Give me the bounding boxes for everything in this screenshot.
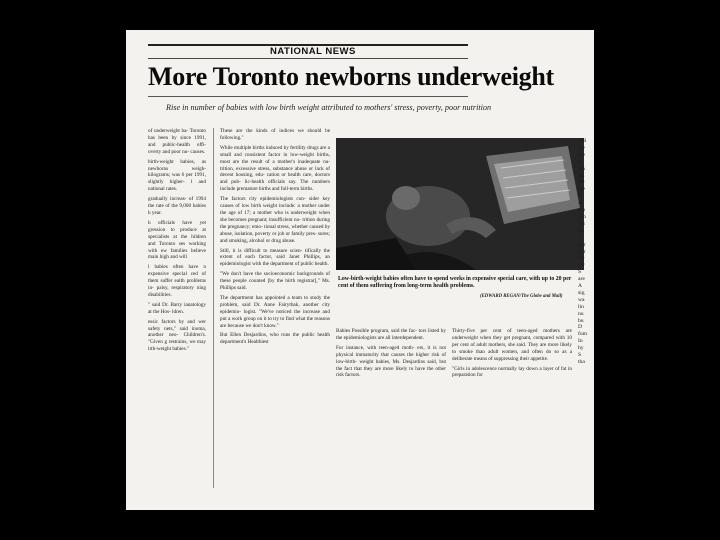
text-fragment: S: [578, 269, 582, 276]
text-fragment: shi: [578, 172, 585, 179]
headline: More Toronto newborns underweight: [148, 62, 554, 91]
text-fragment: wh: [578, 165, 585, 172]
text-fragment: sig: [578, 289, 585, 296]
text-fragment: tha: [578, 359, 585, 365]
text-fragment: S: [578, 352, 582, 359]
paragraph: Babies Possible program, said the fac- tors listed by the epidemiologists are all interdependent.: [336, 328, 446, 341]
article-column-3: [336, 328, 446, 498]
text-fragment: lin: [578, 303, 584, 310]
paragraph: gradually increas- of 1994 the rate of the 9,000 babies h year.: [148, 196, 206, 216]
paragraph: Still, it is difficult to measure scien- tifically the extent of each factor, said Janet Phillips, an epidemiologist with the department of public health.: [220, 247, 330, 268]
paragraph: of underweight ba- Toronto has been by since 1991, and public-health offi- overty and poor nu- causes.: [148, 128, 206, 155]
text-fragment: bre: [578, 186, 586, 193]
headline-rule: [148, 96, 468, 97]
incubator-photo-illustration: [336, 138, 584, 270]
paragraph: The department has appointed a team to study the problem, said Dr. Anne Fairytbak, another city epidemio- logist. "We've noticed the increase and put a work group on it to try to find what the reasons are because we don't know.": [220, 294, 330, 329]
section-label: NATIONAL NEWS: [270, 46, 356, 57]
photo-caption: Low-birth-weight babies often have to spend weeks in expensive special care, with up to 20 per cent of them suffering from long-term health problems.: [338, 276, 572, 289]
paragraph: These are the kinds of indices we should be following.": [220, 128, 330, 141]
photo-credit: (EDWARD REGAN/The Globe and Mail): [480, 294, 563, 299]
text-fragment: B: [578, 193, 582, 200]
article-column-5-partial: [578, 138, 594, 468]
text-fragment: wa: [578, 296, 585, 303]
column-divider: [213, 128, 214, 488]
text-fragment: Ge: [578, 255, 585, 262]
paragraph: While multiple births induced by fertility drugs are a small and consistent factor in low-weight births, most are the result of a mother's inadequate nu- trition, excessive stress, substance abuse or lack of decent housing, edu- cation or health care, doctors and pub- lic-health officials say. The numbers include premature births and full-term births.: [220, 144, 330, 193]
paragraph: Thirty-five per cent of teen-aged mothers are underweight when they get pregnant, compared with 10 per cent of adult mothers, she said. They are more likely to smoke than adult women, and often do so as a deliberate means of suppressing their appetite.: [452, 328, 572, 362]
article-column-1: [148, 128, 206, 498]
text-fragment: ado: [578, 213, 587, 220]
article-column-4: [452, 328, 572, 498]
text-fragment: ow: [578, 262, 585, 269]
text-fragment: nu: [578, 310, 584, 317]
text-fragment: are: [578, 276, 585, 283]
text-fragment: chi: [578, 220, 585, 227]
paragraph: essic factors by and wer safety nets," said inoma, another neo- Children's. "Given g restrains, we may irth-weight babies.": [148, 318, 206, 353]
text-fragment: A: [578, 283, 583, 290]
article-column-2: [220, 128, 330, 498]
deck-subheadline: Rise in number of babies with low birth weight attributed to mothers' stress, poverty, poor nutrition: [166, 103, 492, 112]
text-fragment: the: [578, 144, 585, 151]
paragraph: For instance, with teen-aged moth- ers, it is not physical immaturity that causes the higher risk of low-birth- weight babies, Ms. Desjardins said, but the fact that they are more likely to have the other risk factors.: [336, 344, 446, 379]
paragraph: But Ellen Desjardins, who runs the public health department's Healthiest: [220, 332, 330, 346]
text-fragment: gor: [578, 241, 586, 248]
section-rule: [148, 58, 468, 59]
paragraph: " said Dr. Barry ianatology at the Hos- ldren.: [148, 301, 206, 315]
text-fragment: tee: [578, 179, 585, 186]
paragraph: "We don't have the socioeconomic backgrounds of these people counted [by the birth registrar]," Ms. Phillips said.: [220, 271, 330, 292]
news-photo: [336, 138, 584, 270]
text-fragment: hy: [578, 345, 584, 352]
text-fragment: sai: [578, 227, 585, 234]
paragraph: "Girls in adolescence normally lay down a layer of fat in preparation for: [452, 365, 572, 379]
text-fragment: A: [578, 200, 583, 207]
text-fragment: S: [578, 158, 582, 165]
text-fragment: In: [578, 338, 583, 345]
text-fragment: D: [578, 324, 583, 331]
text-fragment: bu: [578, 317, 584, 324]
text-fragment: I: [578, 234, 580, 241]
text-fragment: por: [578, 248, 586, 255]
text-fragment: tho: [578, 207, 586, 214]
paragraph: birth-weight babies, as newborns weigh- kilograms; was 6 per 1991, slightly higher- l and national rates.: [148, 158, 206, 193]
text-fragment: chil: [578, 138, 587, 144]
text-fragment: fum: [578, 331, 588, 338]
paragraph: l babies often have n expensive special ced of them suffer ealth problems in- palsy, respiratory ning disabilities.: [148, 264, 206, 298]
paragraph: The factors city epidemiologists con- sider key causes of low birth weight include: a mother under the age of 17; a mother who is underweight when she becomes pregnant; insufficient nu- trition during the pregnancy; emo- tional stress, whether caused by abuse, isolation, poverty or job or family pres- sures; and smoking, alcohol or drug abuse.: [220, 196, 330, 244]
text-fragment: pre: [578, 151, 586, 158]
paragraph: h officials have yet gression to produce at specialists at the hildren and Toronto ses working with ew families believe main high and will: [148, 219, 206, 261]
